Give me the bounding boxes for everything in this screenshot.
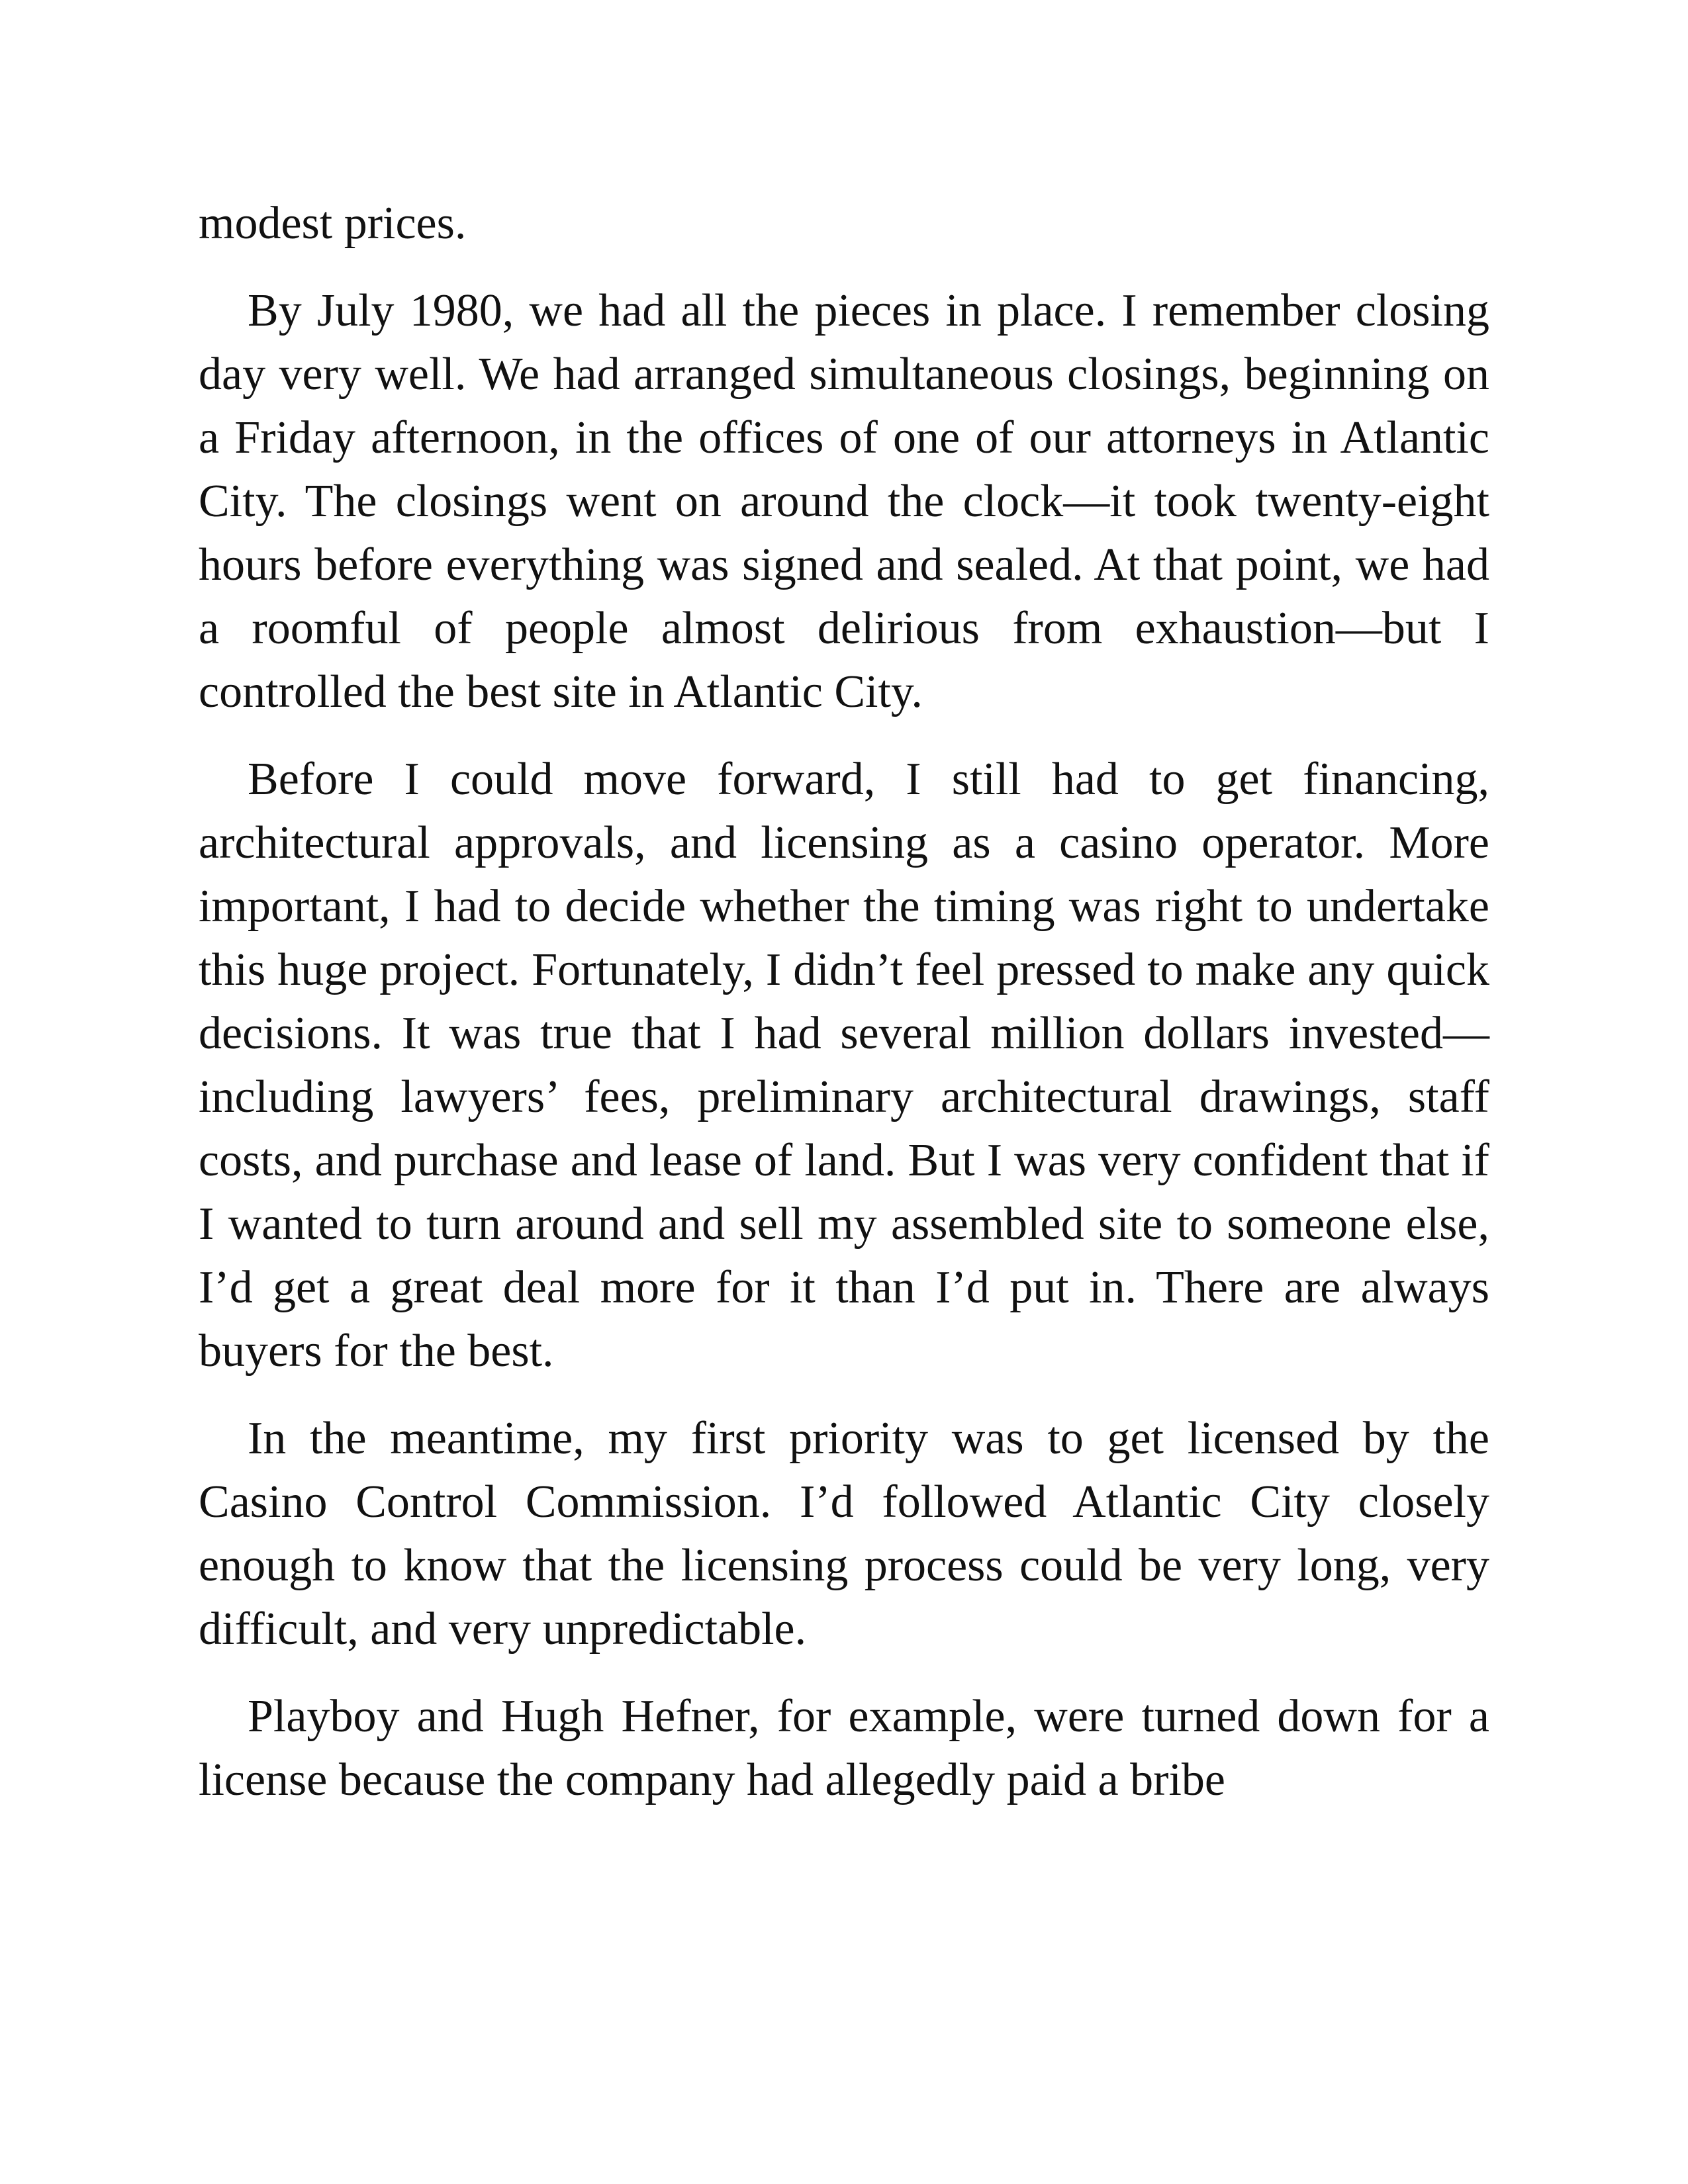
paragraph-closing-day: By July 1980, we had all the pieces in place. I remember closing day very well. We had arranged simultaneous closings, beginning on a Friday afternoon, in the offices of one of our attorneys in Atlantic City. The closings went on around the clock—it took twenty-eight hours before everything was signed and sealed. At that point, we had a roomful of people almost delirious from exhaustion—but I controlled the best site in Atlantic City. xyxy=(199,285,1489,717)
page-body xyxy=(199,192,1489,1812)
paragraph-continuation: modest prices. xyxy=(199,198,467,249)
paragraph-financing: Before I could move forward, I still had to get financing, architectural approvals, and licensing as a casino operator. More important, I had to decide whether the timing was right to undertake this huge project. Fortunately, I didn’t feel pressed to make any quick decisions. It was true that I had several million dollars invested—including lawyers’ fees, preliminary architectural drawings, staff costs, and purchase and lease of land. But I was very confident that if I wanted to turn around and sell my assembled site to someone else, I’d get a great deal more for it than I’d put in. There are always buyers for the best. xyxy=(199,754,1489,1377)
paragraph-licensing: In the meantime, my first priority was to get licensed by the Casino Control Commission. I’d followed Atlantic City closely enough to know that the licensing process could be very long, very difficult, and very unpredictable. xyxy=(199,1413,1489,1655)
paragraph-playboy: Playboy and Hugh Hefner, for example, were turned down for a license because the company had allegedly paid a bribe xyxy=(199,1691,1489,1805)
